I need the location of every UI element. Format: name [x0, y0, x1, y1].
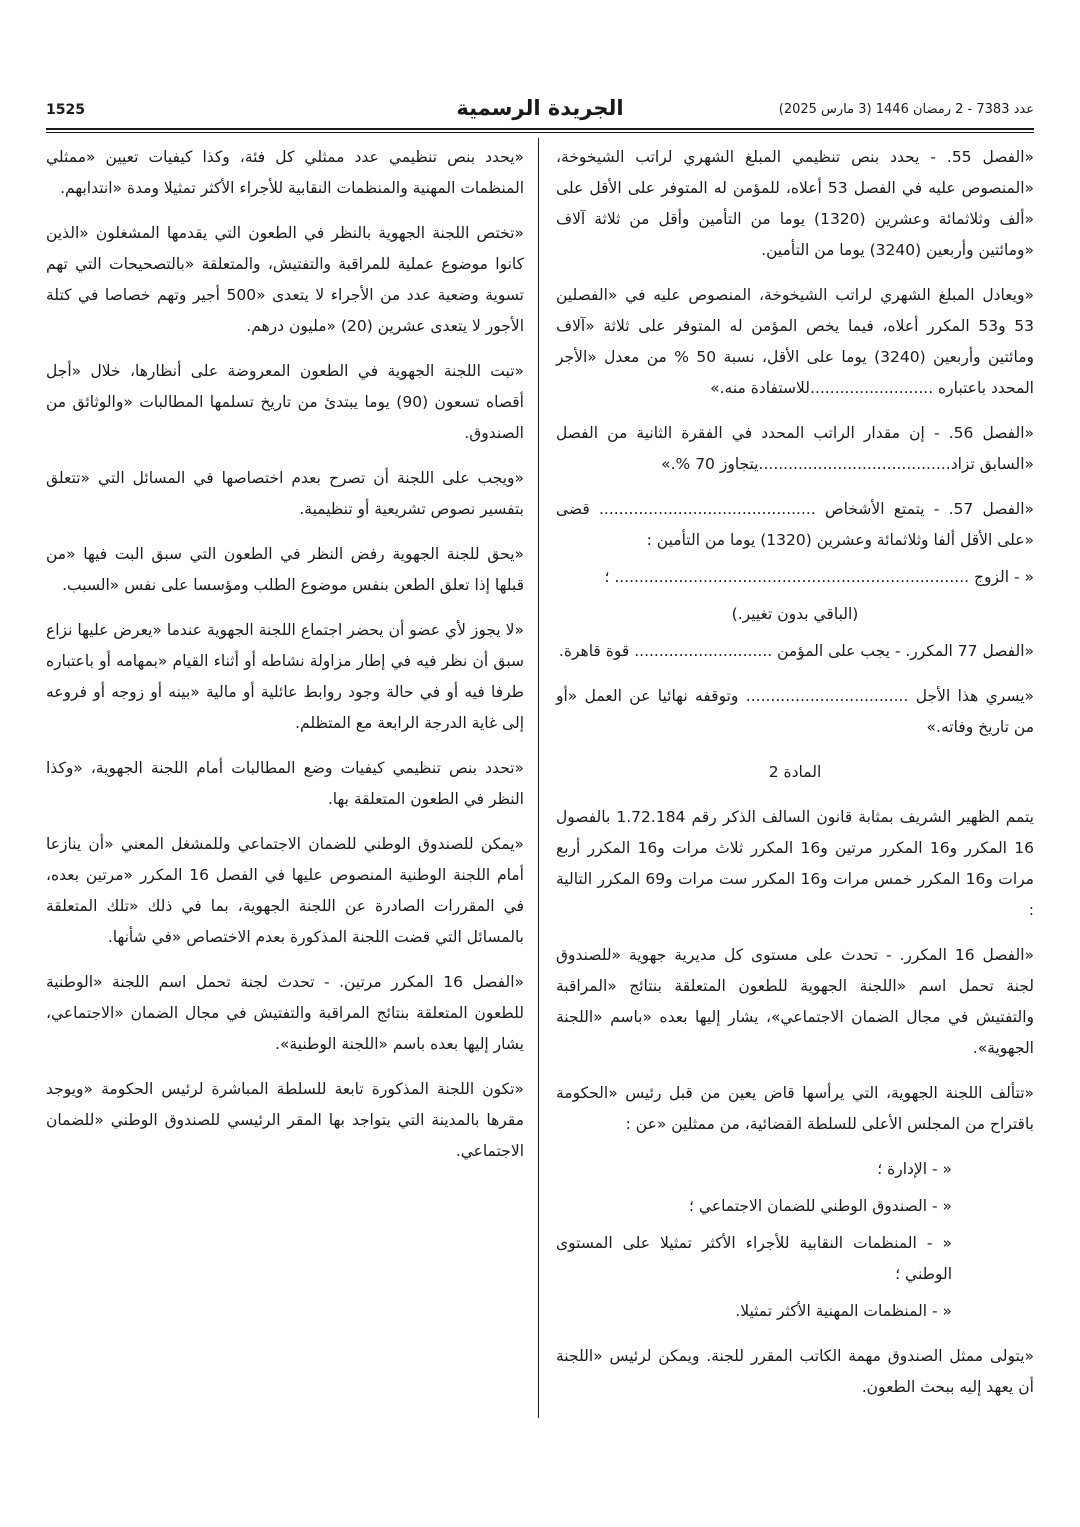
spouse-item: « - الزوج ........................................................................ ؛: [604, 568, 1034, 586]
rapporteur-paragraph: «يتولى ممثل الصندوق مهمة الكاتب المقرر للجنة. ويمكن لرئيس «اللجنة أن يعهد إليه ببحث الطعون.: [556, 1347, 1034, 1396]
gazette-title: الجريدة الرسمية: [456, 96, 624, 120]
conflict-of-interest-paragraph: «لا يجوز لأي عضو أن يحضر اجتماع اللجنة الجهوية عندما «يعرض عليها نزاع سبق أن نظر فيه في إطار مزاولة نشاطه أو أثناء القيام «بمهامه أو باعتباره طرفا فيه أو في حالة وجود روابط عائلية أو مالية «بينه أو زوجه أو فروعه إلى غاية الدرجة الرابعة مع المتظلم.: [46, 621, 524, 732]
article-57-paragraph: «الفصل 57. - يتمتع الأشخاص ............................................ قضى «على الأقل ألفا وثلاثمائة وعشرين (1320) يوما من التأمين :: [556, 500, 1034, 549]
page-number: 1525: [46, 102, 85, 118]
article-2-paragraph: يتمم الظهير الشريف بمثابة قانون السالف الذكر رقم 1.72.184 بالفصول 16 المكرر و16 المكرر مرتين و16 المكرر ثلاث مرات و16 المكرر أربع مرات و16 المكرر خمس مرات و16 المكرر ست مرات و69 المكرر التالية :: [556, 808, 1035, 919]
article-56-paragraph: «الفصل 56. - إن مقدار الراتب المحدد في الفقرة الثانية من الفصل «السابق تزاد.......................................يتجاوز 70 %.»: [556, 424, 1034, 473]
article-16-bis-paragraph: «الفصل 16 المكرر. - تحدث على مستوى كل مديرية جهوية «للصندوق لجنة تحمل اسم «اللجنة الجهوية للطعون المتعلقة بنتائج «المراقبة والتفتيش في مجال الضمان الاجتماعي»، يشار إليها بعده «باسم «اللجنة الجهوية».: [556, 946, 1034, 1057]
procedures-paragraph: «تحدد بنص تنظيمي كيفيات وضع المطالبات أمام اللجنة الجهوية، «وكذا النظر في الطعون المتعلقة بها.: [46, 759, 524, 808]
committee-seat-paragraph: «تكون اللجنة المذكورة تابعة للسلطة المباشرة لرئيس الحكومة «ويوجد مقرها بالمدينة التي يتواجد بها المقر الرئيسي للصندوق الوطني «للضمان الاجتماعي.: [46, 1080, 524, 1160]
article-2-heading: المادة 2: [768, 763, 822, 781]
deadline-paragraph: «يسري هذا الأجل ................................. وتوقفه نهائيا عن العمل «أو من تاريخ وفاته.»: [556, 687, 1034, 736]
incompetence-paragraph: «ويجب على اللجنة أن تصرح بعدم اختصاصها في المسائل التي «تتعلق بتفسير نصوص تشريعية أو تنظيمية.: [46, 469, 524, 518]
article-77-bis-paragraph: «الفصل 77 المكرر. - يجب على المؤمن ............................ قوة قاهرة.: [558, 642, 1034, 660]
issue-info: عدد 7383 - 2 رمضان 1446 (3 مارس 2025): [778, 102, 1034, 117]
page-header: [46, 96, 1034, 128]
list-item-administration: « - الإدارة ؛: [877, 1160, 952, 1178]
list-item-professional-orgs: « - المنظمات المهنية الأكثر تمثيلا.: [735, 1302, 952, 1320]
jurisdiction-paragraph: «تختص اللجنة الجهوية بالنظر في الطعون التي يقدمها المشغلون «الذين كانوا موضوع عملية للمراقبة والتفتيش، والمتعلقة «بالتصحيحات التي تهم تسوية وضعية عدد من الأجراء لا يتعدى «500 أجير وتهم خصاصا في كتلة الأجور لا يتعدى عشرين (20) «مليون درهم.: [46, 224, 524, 335]
committee-composition-paragraph: «تتألف اللجنة الجهوية، التي يرأسها قاض يعين من قبل رئيس «الحكومة باقتراح من المجلس الأعلى للسلطة القضائية، من ممثلين «عن :: [556, 1084, 1034, 1133]
appeal-paragraph: «يمكن للصندوق الوطني للضمان الاجتماعي وللمشغل المعني «أن ينازعا أمام اللجنة الوطنية المنصوص عليها في الفصل 16 المكرر «مرتين بعده، في المقررات الصادرة عن اللجنة الجهوية، بما في ذلك «تلك المتعلقة بالمسائل التي قضت اللجنة المذكورة بعدم الاختصاص «في شأنها.: [46, 835, 524, 946]
article-55-paragraph: «الفصل 55. - يحدد بنص تنظيمي المبلغ الشهري لراتب الشيخوخة، «المنصوص عليه في الفصل 53 أعلاه، للمؤمن له المتوفر على الأقل على «ألف وثلاثمائة وعشرين (1320) يوما من التأمين وأقل من ثلاثة آلاف «ومائتين وأربعين (3240) يوما من التأمين.: [556, 148, 1035, 259]
decision-deadline-paragraph: «تبت اللجنة الجهوية في الطعون المعروضة على أنظارها، خلال «أجل أقصاه تسعون (90) يوما يبتدئ من تاريخ تسلمها المطالبات «والوثائق من الصندوق.: [46, 362, 524, 442]
column-divider: [538, 138, 539, 1418]
article-16-bis-twice-paragraph: «الفصل 16 المكرر مرتين. - تحدث لجنة تحمل اسم اللجنة «الوطنية للطعون المتعلقة بنتائج المراقبة والتفتيش في مجال الضمان «الاجتماعي، يشار إليها بعده باسم «اللجنة الوطنية».: [46, 973, 524, 1053]
list-item-fund: « - الصندوق الوطني للضمان الاجتماعي ؛: [689, 1197, 952, 1215]
list-item-unions: « - المنظمات النقابية للأجراء الأكثر تمثيلا على المستوى الوطني ؛: [556, 1234, 952, 1283]
left-column: [46, 142, 524, 1181]
header-rule: [46, 128, 1034, 130]
representatives-paragraph: «يحدد بنص تنظيمي عدد ممثلي كل فئة، وكذا كيفيات تعيين «ممثلي المنظمات المهنية والمنظمات النقابية للأجراء الأكثر تمثيلا ومدة «انتدابهم.: [46, 148, 524, 197]
header-rule-thin: [46, 132, 1034, 133]
refusal-paragraph: «يحق للجنة الجهوية رفض النظر في الطعون التي سبق البت فيها «من قبلها إذا تعلق الطعن بنفس موضوع الطلب ومؤسسا على نفس «السبب.: [46, 545, 524, 594]
pension-amount-paragraph: «ويعادل المبلغ الشهري لراتب الشيخوخة، المنصوص عليه في «الفصلين 53 و53 المكرر أعلاه، فيما يخص المؤمن له المتوفر على ثلاثة «آلاف ومائتين وأربعين (3240) يوما على الأقل، نسبة 50 % من معدل «الأجر المحدد باعتباره .........................للاستفادة منه.»: [556, 286, 1034, 397]
right-column: [556, 142, 1034, 1417]
remainder-unchanged: (الباقي بدون تغيير.): [731, 605, 859, 623]
